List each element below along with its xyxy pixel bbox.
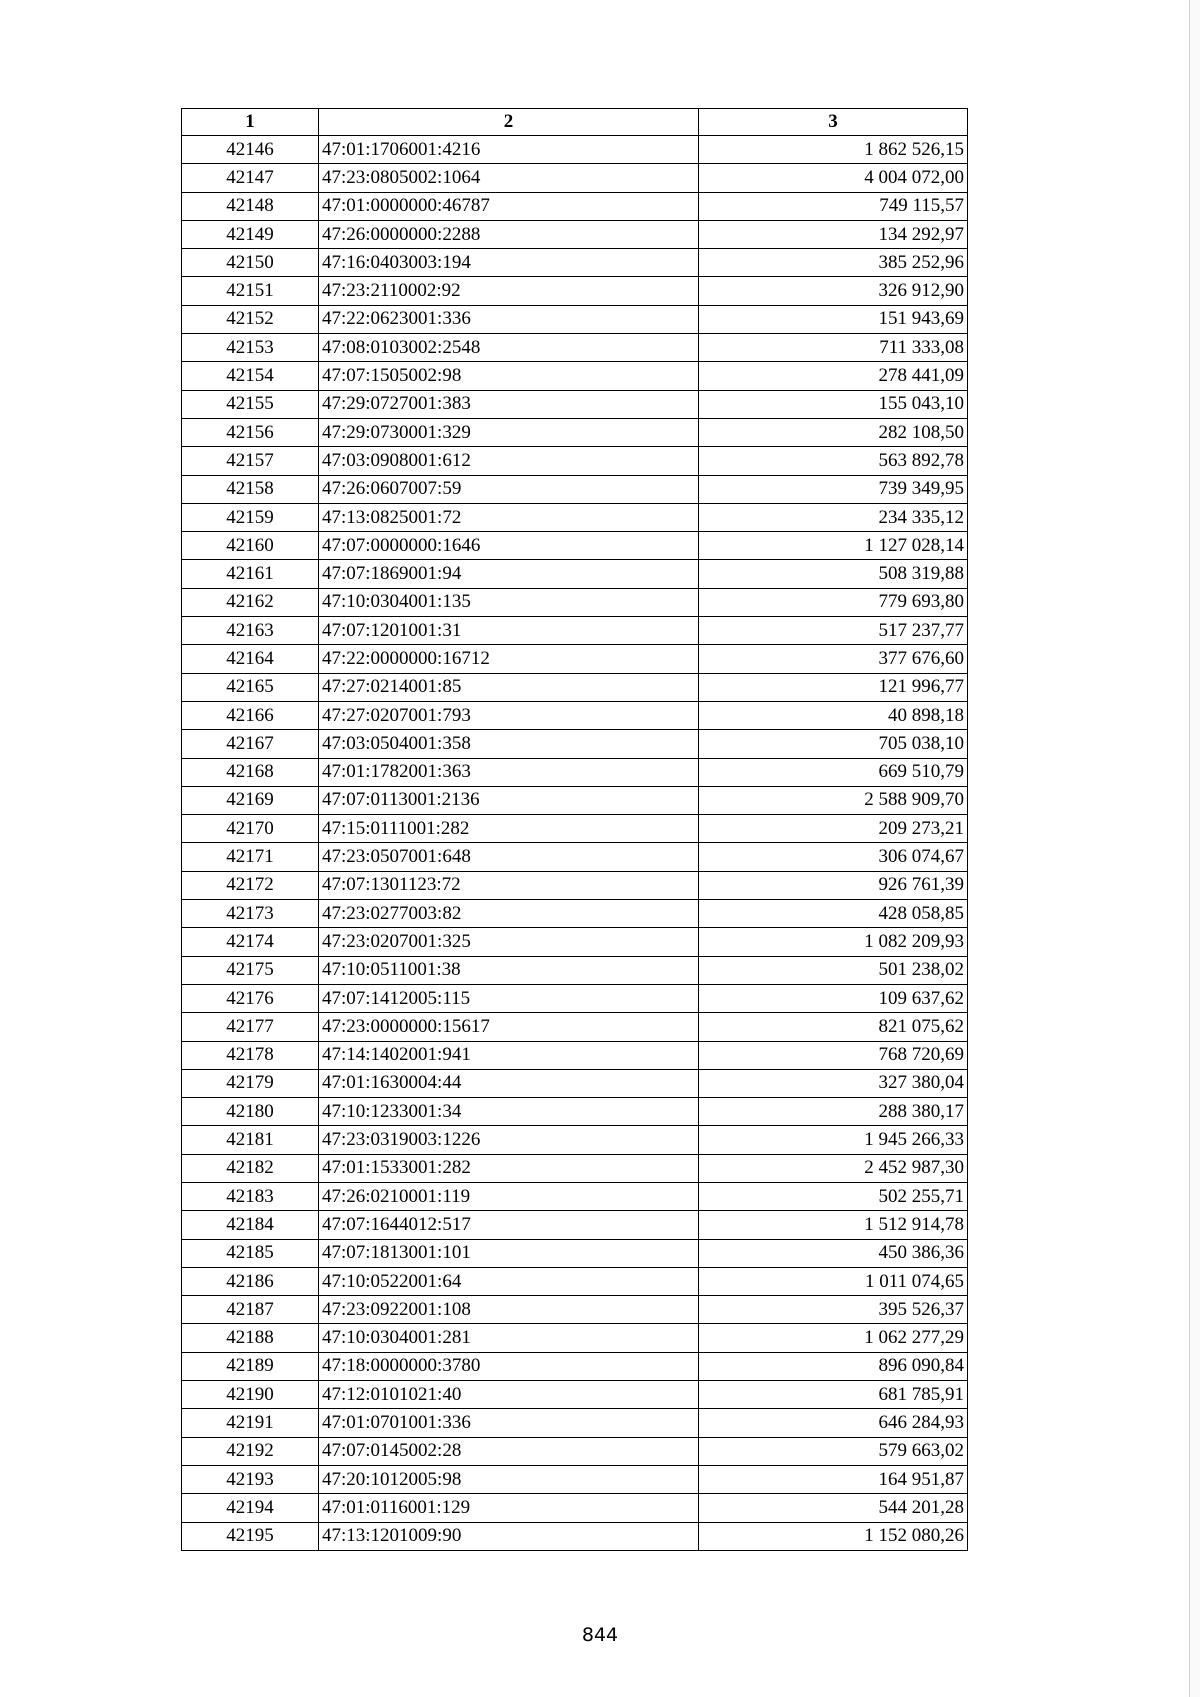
cadastral-number-cell: 47:07:1505002:98	[319, 362, 699, 390]
table-row	[182, 1409, 968, 1437]
table-row	[182, 701, 968, 729]
cadastral-number-cell: 47:26:0607007:59	[319, 475, 699, 503]
value-cell: 669 510,79	[699, 758, 968, 786]
table-row	[182, 390, 968, 418]
row-number-cell: 42176	[182, 984, 319, 1012]
value-cell: 544 201,28	[699, 1494, 968, 1522]
row-number-cell: 42164	[182, 645, 319, 673]
page-edge	[1189, 0, 1200, 1697]
value-cell: 749 115,57	[699, 192, 968, 220]
cadastral-number-cell: 47:26:0000000:2288	[319, 220, 699, 248]
table-row	[182, 758, 968, 786]
table-row	[182, 786, 968, 814]
cadastral-number-cell: 47:18:0000000:3780	[319, 1352, 699, 1380]
table-row	[182, 192, 968, 220]
row-number-cell: 42161	[182, 560, 319, 588]
cadastral-number-cell: 47:07:0113001:2136	[319, 786, 699, 814]
value-cell: 517 237,77	[699, 617, 968, 645]
row-number-cell: 42169	[182, 786, 319, 814]
cadastral-number-cell: 47:14:1402001:941	[319, 1041, 699, 1069]
value-cell: 2 588 909,70	[699, 786, 968, 814]
value-cell: 4 004 072,00	[699, 164, 968, 192]
table-row	[182, 362, 968, 390]
cadastral-number-cell: 47:03:0908001:612	[319, 447, 699, 475]
row-number-cell: 42156	[182, 418, 319, 446]
value-cell: 579 663,02	[699, 1437, 968, 1465]
row-number-cell: 42178	[182, 1041, 319, 1069]
row-number-cell: 42191	[182, 1409, 319, 1437]
table-row	[182, 447, 968, 475]
value-cell: 326 912,90	[699, 277, 968, 305]
value-cell: 306 074,67	[699, 843, 968, 871]
table-row	[182, 956, 968, 984]
table-row	[182, 249, 968, 277]
row-number-cell: 42165	[182, 673, 319, 701]
cadastral-number-cell: 47:08:0103002:2548	[319, 334, 699, 362]
table-row	[182, 1098, 968, 1126]
table-row	[182, 1126, 968, 1154]
cadastral-number-cell: 47:07:0145002:28	[319, 1437, 699, 1465]
value-cell: 508 319,88	[699, 560, 968, 588]
table-body	[182, 136, 968, 1551]
table-row	[182, 1494, 968, 1522]
value-cell: 1 127 028,14	[699, 532, 968, 560]
table-row	[182, 220, 968, 248]
row-number-cell: 42182	[182, 1154, 319, 1182]
row-number-cell: 42186	[182, 1267, 319, 1295]
row-number-cell: 42190	[182, 1381, 319, 1409]
table-row	[182, 673, 968, 701]
table-row	[182, 1381, 968, 1409]
row-number-cell: 42157	[182, 447, 319, 475]
table-row	[182, 1239, 968, 1267]
row-number-cell: 42187	[182, 1296, 319, 1324]
cadastral-number-cell: 47:23:0277003:82	[319, 900, 699, 928]
cadastral-number-cell: 47:27:0207001:793	[319, 701, 699, 729]
table-row	[182, 334, 968, 362]
value-cell: 1 945 266,33	[699, 1126, 968, 1154]
row-number-cell: 42168	[182, 758, 319, 786]
row-number-cell: 42167	[182, 730, 319, 758]
value-cell: 739 349,95	[699, 475, 968, 503]
value-cell: 646 284,93	[699, 1409, 968, 1437]
value-cell: 385 252,96	[699, 249, 968, 277]
table-row	[182, 871, 968, 899]
value-cell: 428 058,85	[699, 900, 968, 928]
cadastral-number-cell: 47:07:0000000:1646	[319, 532, 699, 560]
row-number-cell: 42158	[182, 475, 319, 503]
cadastral-number-cell: 47:23:0805002:1064	[319, 164, 699, 192]
table-row	[182, 1154, 968, 1182]
cadastral-number-cell: 47:07:1201001:31	[319, 617, 699, 645]
value-cell: 926 761,39	[699, 871, 968, 899]
table-row	[182, 277, 968, 305]
row-number-cell: 42149	[182, 220, 319, 248]
cadastral-number-cell: 47:16:0403003:194	[319, 249, 699, 277]
value-cell: 1 862 526,15	[699, 136, 968, 164]
table-row	[182, 1522, 968, 1550]
row-number-cell: 42192	[182, 1437, 319, 1465]
cadastral-number-cell: 47:07:1301123:72	[319, 871, 699, 899]
value-cell: 705 038,10	[699, 730, 968, 758]
table-row	[182, 1211, 968, 1239]
table-row	[182, 305, 968, 333]
value-cell: 2 452 987,30	[699, 1154, 968, 1182]
column-header-2: 2	[319, 109, 699, 136]
cadastral-number-cell: 47:20:1012005:98	[319, 1465, 699, 1493]
value-cell: 1 152 080,26	[699, 1522, 968, 1550]
value-cell: 779 693,80	[699, 588, 968, 616]
row-number-cell: 42194	[182, 1494, 319, 1522]
row-number-cell: 42175	[182, 956, 319, 984]
table-row	[182, 1324, 968, 1352]
cadastral-number-cell: 47:12:0101021:40	[319, 1381, 699, 1409]
cadastral-number-cell: 47:01:0116001:129	[319, 1494, 699, 1522]
cadastral-number-cell: 47:29:0730001:329	[319, 418, 699, 446]
table-row	[182, 843, 968, 871]
cadastral-table	[181, 108, 968, 1551]
table-row	[182, 588, 968, 616]
value-cell: 563 892,78	[699, 447, 968, 475]
row-number-cell: 42193	[182, 1465, 319, 1493]
cadastral-number-cell: 47:13:0825001:72	[319, 503, 699, 531]
cadastral-number-cell: 47:23:2110002:92	[319, 277, 699, 305]
cadastral-number-cell: 47:23:0922001:108	[319, 1296, 699, 1324]
table-row	[182, 1267, 968, 1295]
row-number-cell: 42146	[182, 136, 319, 164]
value-cell: 151 943,69	[699, 305, 968, 333]
value-cell: 327 380,04	[699, 1069, 968, 1097]
table-row	[182, 418, 968, 446]
table-row	[182, 1069, 968, 1097]
row-number-cell: 42151	[182, 277, 319, 305]
value-cell: 209 273,21	[699, 815, 968, 843]
row-number-cell: 42188	[182, 1324, 319, 1352]
cadastral-number-cell: 47:07:1813001:101	[319, 1239, 699, 1267]
cadastral-number-cell: 47:23:0000000:15617	[319, 1013, 699, 1041]
value-cell: 450 386,36	[699, 1239, 968, 1267]
row-number-cell: 42185	[182, 1239, 319, 1267]
row-number-cell: 42181	[182, 1126, 319, 1154]
value-cell: 681 785,91	[699, 1381, 968, 1409]
table-row	[182, 1041, 968, 1069]
row-number-cell: 42166	[182, 701, 319, 729]
value-cell: 278 441,09	[699, 362, 968, 390]
row-number-cell: 42155	[182, 390, 319, 418]
row-number-cell: 42162	[182, 588, 319, 616]
row-number-cell: 42183	[182, 1182, 319, 1210]
table-row	[182, 815, 968, 843]
cadastral-number-cell: 47:10:0511001:38	[319, 956, 699, 984]
table-row	[182, 900, 968, 928]
row-number-cell: 42148	[182, 192, 319, 220]
value-cell: 768 720,69	[699, 1041, 968, 1069]
cadastral-number-cell: 47:29:0727001:383	[319, 390, 699, 418]
cadastral-number-cell: 47:01:1533001:282	[319, 1154, 699, 1182]
value-cell: 377 676,60	[699, 645, 968, 673]
table-row	[182, 1465, 968, 1493]
value-cell: 501 238,02	[699, 956, 968, 984]
value-cell: 1 082 209,93	[699, 928, 968, 956]
value-cell: 109 637,62	[699, 984, 968, 1012]
table-header-row	[182, 109, 968, 136]
value-cell: 164 951,87	[699, 1465, 968, 1493]
table-row	[182, 617, 968, 645]
row-number-cell: 42174	[182, 928, 319, 956]
row-number-cell: 42147	[182, 164, 319, 192]
page-number: 844	[581, 1624, 619, 1646]
cadastral-number-cell: 47:07:1644012:517	[319, 1211, 699, 1239]
value-cell: 288 380,17	[699, 1098, 968, 1126]
table-row	[182, 164, 968, 192]
value-cell: 40 898,18	[699, 701, 968, 729]
table-row	[182, 1182, 968, 1210]
row-number-cell: 42195	[182, 1522, 319, 1550]
row-number-cell: 42150	[182, 249, 319, 277]
value-cell: 1 011 074,65	[699, 1267, 968, 1295]
row-number-cell: 42173	[182, 900, 319, 928]
value-cell: 1 512 914,78	[699, 1211, 968, 1239]
cadastral-number-cell: 47:22:0623001:336	[319, 305, 699, 333]
table-row	[182, 984, 968, 1012]
cadastral-number-cell: 47:01:1782001:363	[319, 758, 699, 786]
table-row	[182, 1013, 968, 1041]
row-number-cell: 42159	[182, 503, 319, 531]
row-number-cell: 42154	[182, 362, 319, 390]
cadastral-number-cell: 47:15:0111001:282	[319, 815, 699, 843]
cadastral-number-cell: 47:07:1412005:115	[319, 984, 699, 1012]
column-header-3: 3	[699, 109, 968, 136]
table-row	[182, 503, 968, 531]
table-row	[182, 645, 968, 673]
row-number-cell: 42152	[182, 305, 319, 333]
value-cell: 1 062 277,29	[699, 1324, 968, 1352]
value-cell: 121 996,77	[699, 673, 968, 701]
cadastral-number-cell: 47:26:0210001:119	[319, 1182, 699, 1210]
cadastral-number-cell: 47:03:0504001:358	[319, 730, 699, 758]
cadastral-number-cell: 47:10:1233001:34	[319, 1098, 699, 1126]
value-cell: 502 255,71	[699, 1182, 968, 1210]
cadastral-number-cell: 47:22:0000000:16712	[319, 645, 699, 673]
cadastral-number-cell: 47:23:0507001:648	[319, 843, 699, 871]
table-row	[182, 532, 968, 560]
cadastral-number-cell: 47:27:0214001:85	[319, 673, 699, 701]
table-row	[182, 560, 968, 588]
cadastral-number-cell: 47:07:1869001:94	[319, 560, 699, 588]
value-cell: 821 075,62	[699, 1013, 968, 1041]
table-row	[182, 730, 968, 758]
table-row	[182, 1296, 968, 1324]
cadastral-number-cell: 47:10:0304001:135	[319, 588, 699, 616]
table-row	[182, 475, 968, 503]
row-number-cell: 42153	[182, 334, 319, 362]
value-cell: 896 090,84	[699, 1352, 968, 1380]
row-number-cell: 42171	[182, 843, 319, 871]
row-number-cell: 42172	[182, 871, 319, 899]
cadastral-number-cell: 47:23:0207001:325	[319, 928, 699, 956]
row-number-cell: 42163	[182, 617, 319, 645]
value-cell: 155 043,10	[699, 390, 968, 418]
table-row	[182, 1352, 968, 1380]
row-number-cell: 42184	[182, 1211, 319, 1239]
column-header-1: 1	[182, 109, 319, 136]
value-cell: 395 526,37	[699, 1296, 968, 1324]
value-cell: 234 335,12	[699, 503, 968, 531]
cadastral-number-cell: 47:01:1630004:44	[319, 1069, 699, 1097]
cadastral-number-cell: 47:13:1201009:90	[319, 1522, 699, 1550]
table-row	[182, 1437, 968, 1465]
row-number-cell: 42179	[182, 1069, 319, 1097]
value-cell: 282 108,50	[699, 418, 968, 446]
cadastral-number-cell: 47:01:1706001:4216	[319, 136, 699, 164]
value-cell: 134 292,97	[699, 220, 968, 248]
cadastral-number-cell: 47:01:0701001:336	[319, 1409, 699, 1437]
row-number-cell: 42170	[182, 815, 319, 843]
cadastral-number-cell: 47:10:0304001:281	[319, 1324, 699, 1352]
cadastral-number-cell: 47:23:0319003:1226	[319, 1126, 699, 1154]
cadastral-number-cell: 47:01:0000000:46787	[319, 192, 699, 220]
table-row	[182, 136, 968, 164]
row-number-cell: 42189	[182, 1352, 319, 1380]
value-cell: 711 333,08	[699, 334, 968, 362]
row-number-cell: 42180	[182, 1098, 319, 1126]
table-row	[182, 928, 968, 956]
row-number-cell: 42160	[182, 532, 319, 560]
row-number-cell: 42177	[182, 1013, 319, 1041]
cadastral-number-cell: 47:10:0522001:64	[319, 1267, 699, 1295]
